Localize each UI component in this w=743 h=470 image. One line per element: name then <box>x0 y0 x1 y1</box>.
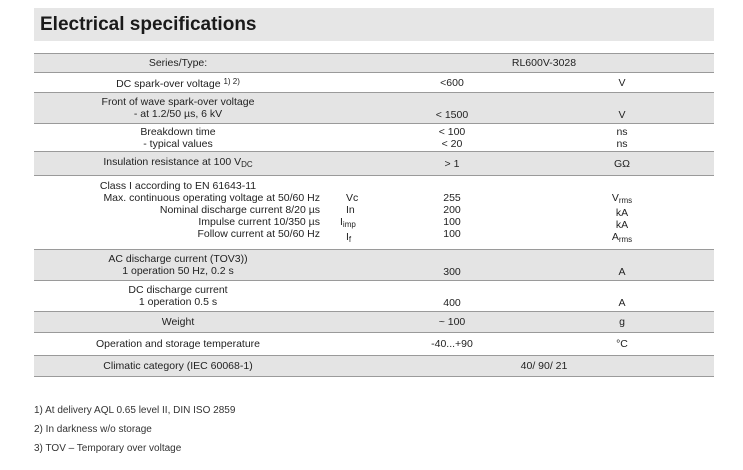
table-row <box>34 124 714 152</box>
header-label: Series/Type: <box>34 54 322 73</box>
front-wave-label: Front of wave spark-over voltage - at 1.2/50 µs, 6 kV <box>34 93 322 124</box>
table-row <box>34 281 714 312</box>
temperature-label: Operation and storage temperature <box>34 333 322 356</box>
table-row <box>34 312 714 333</box>
class1-heading: Class I according to EN 61643-11 <box>99 180 257 192</box>
spec-table <box>34 53 714 377</box>
table-row <box>34 152 714 176</box>
table-row <box>34 73 714 93</box>
class1-values: 255 200 100 100 <box>374 176 530 250</box>
dc-discharge-label: DC discharge current 1 operation 0.5 s <box>34 281 322 312</box>
dc-spark-unit: V <box>530 73 714 93</box>
dc-spark-value: <600 <box>374 73 530 93</box>
header-value: RL600V-3028 <box>374 54 714 73</box>
footnotes <box>34 404 235 461</box>
footnote-1: 1) At delivery AQL 0.65 level II, DIN ISO 2859 <box>34 405 236 416</box>
ac-discharge-value: 300 <box>374 250 530 281</box>
class1-symbols: Vc In $I_{imp}$ $I_f$ <box>322 176 374 250</box>
weight-value: ~ 100 <box>374 312 530 333</box>
table-row <box>34 93 714 124</box>
front-wave-value: < 1500 <box>374 93 530 124</box>
ac-discharge-label: AC discharge current (TOV3)) 1 operation 50 Hz, 0.2 s <box>34 250 322 281</box>
footnote-ref: 1) 2) <box>223 76 240 86</box>
class1-label: Class I according to EN 61643-11 Max. continuous operating voltage at 50/60 Hz Nominal discharge current 8/20 µs Impulse current 10/350 µs Follow current at 50/60 Hz <box>34 176 322 250</box>
temperature-unit: °C <box>530 333 714 356</box>
footnote-2: 2) In darkness w/o storage <box>34 424 152 435</box>
dc-spark-label: DC spark-over voltage $^{1) 2)}$ <box>34 73 322 93</box>
footnote-3: 3) TOV – Temporary over voltage <box>34 443 182 454</box>
breakdown-unit: ns ns <box>530 124 714 152</box>
table-row <box>34 176 714 250</box>
table-row <box>34 333 714 356</box>
ac-discharge-unit: A <box>530 250 714 281</box>
climatic-value: 40/ 90/ 21 <box>374 356 714 377</box>
insulation-label: Insulation resistance at 100 $V_{DC}$ <box>34 152 322 176</box>
table-row <box>34 356 714 377</box>
dc-discharge-unit: A <box>530 281 714 312</box>
insulation-value: > 1 <box>374 152 530 176</box>
breakdown-value: < 100 < 20 <box>374 124 530 152</box>
class1-units: $V_{rms}$ kA kA $A_{rms}$ <box>530 176 714 250</box>
insulation-unit: GΩ <box>530 152 714 176</box>
page-title: Electrical specifications <box>40 14 257 35</box>
climatic-label: Climatic category (IEC 60068-1) <box>34 356 322 377</box>
breakdown-label: Breakdown time - typical values <box>34 124 322 152</box>
weight-unit: g <box>530 312 714 333</box>
front-wave-unit: V <box>530 93 714 124</box>
temperature-value: -40...+90 <box>374 333 530 356</box>
table-row <box>34 250 714 281</box>
section-header <box>34 8 714 41</box>
dc-discharge-value: 400 <box>374 281 530 312</box>
weight-label: Weight <box>34 312 322 333</box>
table-row-header <box>34 54 714 73</box>
